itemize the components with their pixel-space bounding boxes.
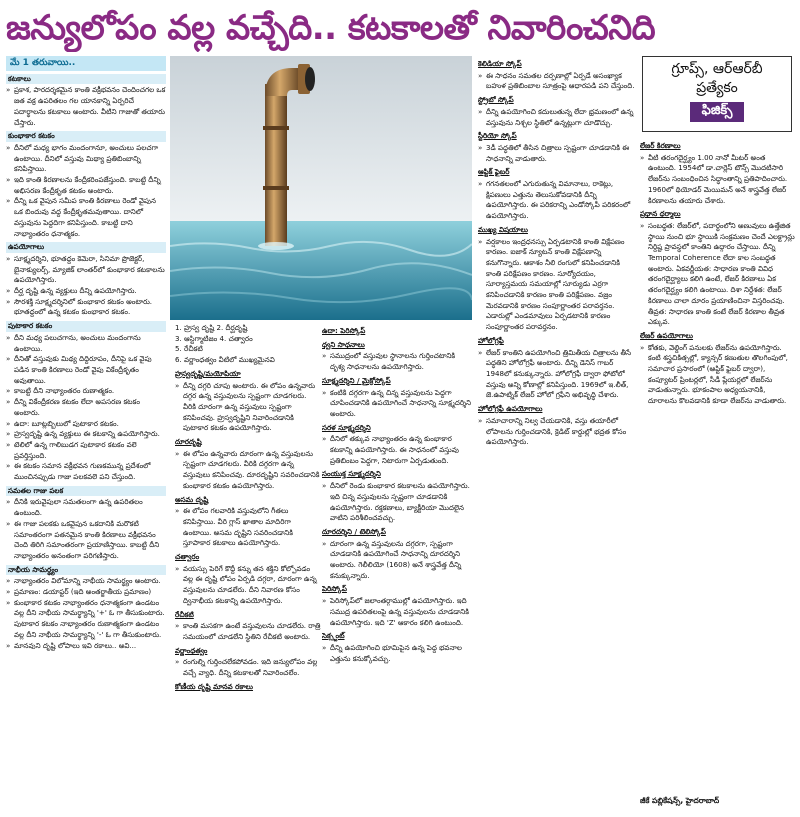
column-5-body bbox=[640, 141, 795, 407]
bullet-paragraph: » హ్రస్వదృష్టి ఉన్న వ్యక్తులు ఈ కటకాన్ని ఉపయోగిస్తారు. bbox=[6, 429, 166, 440]
bullet-paragraph: » ఈ సాధనం సమతల దర్పణాల్లో ఏర్పడే అసంఖ్యాక బహుళ ప్రతిబింబాల సూత్రంపై ఆధారపడి పని చేస్తుంది. bbox=[478, 71, 636, 92]
bullet-paragraph: » ఈ గాజు పలకకు ఒకవైపున ఒకదానికి మరొకటి సమాంతరంగా పతనమైన కాంతి కిరణాలు వక్రీభవనం చెంది తిరిగి సమాంతరంగా ప్రయాణిస్తాయి. కాబట్టి దీని నాభ్యాంతరం అనంతంగా పరిగణిస్తారు. bbox=[6, 519, 166, 562]
list-item: 3. ఆస్టిగ్మాటిజం 4. చత్వారం bbox=[175, 333, 253, 343]
bullet-paragraph: » ఉదా: బూట్లబ్బిలులో పుటాకార కటకం. bbox=[6, 419, 166, 430]
bullet-paragraph: » దీనిలో రెండు కుంభాకార కటకాలను ఉపయోగిస్తారు. ఇది చిన్న వస్తువులను స్పష్టంగా చూడడానికి ఉపయోగిస్తారు. రక్తకణాలు, బ్యాక్టీరియా మొదలైన వాటిని పరిశీలించవచ్చు. bbox=[322, 481, 472, 524]
column-3-body bbox=[322, 326, 472, 664]
bullet-paragraph: » సమాచారాన్ని నిల్వ చేయడానికి, వస్తు తయారీలో లోపాలను గుర్తించడానికి, క్రెడిట్ కార్డుల్లో భద్రత కోసం ఉపయోగిస్తారు. bbox=[478, 416, 636, 448]
section-heading: ధ్వని సాధనాలు bbox=[322, 339, 365, 349]
bullet-paragraph: » దీని మధ్య పలుచగాను, అంచులు మందంగాను ఉంటాయి. bbox=[6, 333, 166, 354]
bullet-paragraph: » కాబట్టి దీని నాభ్యాంతరం రుణాత్మకం. bbox=[6, 386, 166, 397]
bullet-paragraph: » సంబద్ధత: లేజర్‌లో, పదార్థంలోని అణువులు ఉత్తేజిత స్థాయి నుంచి భూ స్థాయికి సంక్రమణం చెందే ఎలక్ట్రాన్లు నిర్దిష్ట ప్రావస్థలో కాంతిని ఉద్గారం చేస్తాయి. దీన్ని Temporal Coherence లేదా కాల సంబద్ధత అంటారు. ఏకవర్ణీయత: సాధారణ కాంతి వివిధ తరంగదైర్ఘ్యాలు కలిగి ఉంటే, లేజర్ కిరణాలు ఏక తరంగదైర్ఘ్యం కలిగి ఉంటాయి. దిశా నిర్దేశత: లేజర్ కిరణాలు చాలా దూరం ప్రయాణించినా విస్తరించవు. తీవ్రత: సాధారణ కాంతి కంటే లేజర్ కిరణాల తీవ్రత ఎక్కువ. bbox=[640, 221, 795, 328]
bullet-paragraph: » సౌరశక్తి సూక్ష్మదర్శినిలో కుంభాకార కటకం అంటారు. భూతద్దంలో ఉన్న కటకం కుంభాకార కటకం. bbox=[6, 297, 166, 318]
eye-defects-list bbox=[175, 323, 321, 366]
section-heading: లేజర్ ఉపయోగాలు bbox=[640, 330, 694, 340]
bullet-paragraph: » దూరంగా ఉన్న వస్తువులను దగ్గరగా, స్పష్టంగా చూడడానికి ఉపయోగించే సాధనాన్ని దూరదర్శిని అంటారు. గెలీలియో (1608) అనే శాస్త్రవేత్త దీన్ని కనుక్కున్నారు. bbox=[322, 539, 472, 582]
bullet-paragraph: » వీటి తరంగదైర్ఘ్యం 1.00 నానో మీటర్ అంత ఉంటుంది. 1954లో డా.చార్లెస్ టౌన్స్ మొదటిసారి లేజర్‌ను సంబంధించిన సిద్ధాంతాన్ని ప్రతిపాదించారు. 1960లో థియోడర్ మెయిమన్ అనే శాస్త్రవేత్త లేజర్ కిరణాలను తయారు చేశారు. bbox=[640, 153, 795, 207]
section-heading: లేజర్ కిరణాలు bbox=[640, 141, 681, 150]
column-4-body bbox=[478, 59, 636, 448]
section-heading: ఉపయోగాలు bbox=[6, 242, 166, 253]
section-heading: ఆప్టిక్ ఫైబర్ bbox=[478, 167, 510, 177]
section-heading: సరళ సూక్ష్మదర్శిని bbox=[322, 422, 371, 432]
bullet-paragraph: » పెరిస్కోప్‌లో జలాంతర్గాముల్లో ఉపయోగిస్తారు. ఇది సముద్ర ఉపరితలంపై ఉన్న వస్తువులను చూడడానికి ఉపయోగిస్తారు. ఇది 'Z' ఆకారం కలిగి ఉంటుంది. bbox=[322, 596, 472, 628]
bullet-paragraph: » సూక్ష్మదర్శిని, భూతద్దం కెమెరా, సినిమా ప్రొజెక్టర్, బైనాక్యులర్స్, మ్యాజిక్ లాంతర్‌లో కుంభాకార కటకాలను ఉపయోగిస్తారు. bbox=[6, 254, 166, 286]
section-heading: రేచీకటి bbox=[175, 609, 194, 619]
bullet-paragraph: » ఇది కాంతి కిరణాలను కేంద్రీకరింపజేస్తుంది. కాబట్టి దీన్ని అభిసరణ కేంద్రీకృత కటకం అంటారు. bbox=[6, 175, 166, 196]
bullet-paragraph: » వయస్సు పెరిగే కొద్దీ కన్ను తన శక్తిని కోల్పోవడం వల్ల ఈ దృష్టి లోపం ఏర్పడి దగ్గరా, దూరంగా ఉన్న వస్తువులను చూడలేరు. దీని నివారణ కోసం ద్వినాభీయ కటకాన్ని ఉపయోగిస్తారు. bbox=[175, 564, 321, 607]
section-heading: సూక్ష్మదర్శిని / మైక్రోస్కోప్ bbox=[322, 375, 391, 385]
bullet-paragraph: » రంగుల్ని గుర్తించలేకపోవడం. ఇది జన్యులోపం వల్ల వచ్చే వ్యాధి. దీన్ని కటకాలతో నివారించలేం. bbox=[175, 657, 321, 678]
periscope-image bbox=[170, 56, 472, 320]
bullet-paragraph: » మానవుని దృష్టి లోపాలు ఇవి రకాలు.. అవి... bbox=[6, 641, 166, 652]
series-badge bbox=[642, 56, 792, 132]
bullet-paragraph: » ఈ లోపం గలవారికి వస్తువులోని గీతలు కనిపిస్తాయి. వీరి గ్లాస్ ఖాతాల మాదిరిగా ఉంటాయి. అసమ దృష్టిని సవరించడానికి స్తూపాకార కటకాలు ఉపయోగిస్తారు. bbox=[175, 506, 321, 549]
section-heading: హోలోగ్రఫీ ఉపయోగాలు bbox=[478, 404, 543, 414]
section-heading: స్ట్రోబో స్కోప్ bbox=[478, 95, 514, 105]
list-item: 1. హ్రస్వ దృష్టి 2. దీర్ఘదృష్టి bbox=[175, 323, 248, 332]
bullet-paragraph: » ఈ కటకం సమాన వక్రీభవన గుణకమున్న ప్రదేశంలో ముంచినప్పుడు గాజు పలకవలె పని చేస్తుంది. bbox=[6, 461, 166, 482]
bullet-paragraph: » నాభ్యాంతరం విలోమాన్ని నాభీయ సామర్థ్యం అంటారు. bbox=[6, 576, 166, 587]
column-3 bbox=[322, 323, 472, 811]
badge-line-1: గ్రూప్స్, ఆర్ఆర్‌బీ bbox=[671, 61, 763, 77]
bullet-paragraph: » వర్షకాలం ఇంద్రధనస్సు ఏర్పడటానికి కాంతి విక్షేపణం కారణం. ఐజాక్ న్యూటన్ కాంతి విక్షేపణాన్ని కనుగొన్నారు. ఆకాశం నీలి రంగులో కనిపించడానికి కాంతి పరిక్షేపణం కారణం. సూర్యోదయం, సూర్యాస్తమయ సమయాల్లో సూర్యుడు ఎర్రగా కనిపించడానికి కారణం కాంతి పరిక్షేపణం. వజ్రం మెరవడానికి కారణం సంపూర్ణాంతర పరావర్తనం. ఎడారుల్లో ఎండమావులు ఏర్పడటానికి కారణం సంపూర్ణాంతర పరావర్తనం. bbox=[478, 237, 636, 333]
bullet-paragraph: » దీర్ఘ దృష్టి ఉన్న వ్యక్తులు దీన్ని ఉపయోగిస్తారు. bbox=[6, 286, 166, 297]
column-4 bbox=[478, 56, 636, 811]
bullet-paragraph: » దీనికి ఇరువైపులా సమతలంగా ఉన్న ఉపరితలం ఉంటుంది. bbox=[6, 497, 166, 518]
bullet-paragraph: » ప్రమాణం: డయాప్టర్ (ఇది అంతర్జాతీయ ప్రమాణం) bbox=[6, 587, 166, 598]
section-heading: చత్వారం bbox=[175, 552, 200, 562]
bullet-paragraph: » కోతకు, వెల్డింగ్ పనులకు లేజర్‌ను ఉపయోగిస్తారు. కంటి శస్త్రచికిత్సల్లో, క్యాన్సర్ కణుతుల తొలగింపులో, సమాచార ప్రసారంలో (ఆప్టిక్ ఫైబర్ ద్వారా), కంప్యూటర్ ప్రింటర్లలో, సీడీ ప్లేయర్లలో లేజర్‌ను వాడుతున్నారు. భూకంపాల అధ్యయనానికి, దూరాలను కొలవడానికి కూడా లేజర్‌ను వాడుతారు. bbox=[640, 343, 795, 407]
section-heading: పుటాకార కటకం bbox=[6, 321, 166, 332]
section-heading: హ్రస్వదృష్టి/మయోపియా bbox=[175, 368, 241, 378]
list-item: 5. రేచీకటి bbox=[175, 344, 203, 354]
bullet-paragraph: » గగనతలంలో ఎగురుతున్న విమానాలు, రాకెట్లు, క్షిపణులు ఎత్తును తెలుసుకోవడానికి దీన్ని ఉపయోగిస్తారు. ఈ పరికరాన్ని ఎండోస్కోపీ పరికరంలో ఉపయోగిస్తారు. bbox=[478, 179, 636, 222]
section-heading: ప్రధాన ధర్మాలు bbox=[640, 209, 681, 219]
bullet-paragraph: » 3డీ పద్ధతిలో తీసిన చిత్రాలు స్పష్టంగా చూడడానికి ఈ సాధనాన్ని వాడుతారు. bbox=[478, 143, 636, 164]
list-item: 6. వర్ణాంధత్వం వీటిలో ముఖ్యమైనవి bbox=[175, 355, 275, 365]
periscope-photo bbox=[170, 56, 472, 320]
bullet-paragraph: » దీనితో వస్తువుకు మిథ్య దిద్దిరూపం, దీనిపై ఒక వైపు పడిన కాంతి కిరణాలు రెండో వైపు వికేంద్రీకృతం అవుతాయి. bbox=[6, 354, 166, 386]
section-heading: నాభీయ సామర్థ్యం bbox=[6, 565, 166, 576]
bullet-paragraph: » ఈ లోపం ఉన్నవారు దూరంగా ఉన్న వస్తువులను స్పష్టంగా చూడగలరు. వీరికి దగ్గరగా ఉన్న వస్తువులు కనిపించవు. దూరదృష్టిని సవరించడానికి కుంభాకార కటకం ఉపయోగిస్తారు. bbox=[175, 449, 321, 492]
section-heading: ఉదా: పెరిస్కోప్ bbox=[322, 326, 366, 335]
section-heading: కుంభాకార కటకం bbox=[6, 131, 166, 142]
section-heading: హోలోగ్రఫీ bbox=[478, 335, 504, 345]
badge-topic: ఫిజిక్స్ bbox=[690, 102, 745, 122]
bullet-paragraph: » దీన్ని ఉపయోగించి భూమిపైన ఉన్న పెద్ద భవనాల ఎత్తును కనుక్కోవచ్చు. bbox=[322, 643, 472, 664]
section-heading: సంయుక్త సూక్ష్మదర్శిని bbox=[322, 469, 381, 479]
bullet-paragraph: » లేజర్ కాంతిని ఉపయోగించి త్రిమితీయ చిత్రాలను తీసే పద్ధతిని హోలోగ్రఫీ అంటారు. దీన్ని డెనిస్ గాబర్ 1948లో కనుక్కున్నారు. హోలోగ్రఫీ ద్వారా ఫోటోలో వస్తువు అన్ని కోణాల్లో కనిపిస్తుంది. 1969లో ఇ.లీత్, జె.ఉపాట్నిక్ లేజర్ హోలో గ్రఫీని అభివృద్ధి చేశారు. bbox=[478, 348, 636, 402]
bullet-paragraph: » టెలిలో ఉన్న గాలిబుడగ పుటాకార కటకం వలె ప్రవర్తిస్తుంది. bbox=[6, 440, 166, 461]
bullet-paragraph: » దీన్ని ఒక వైపున సమీప కాంతి కిరణాలు రెండో వైపున ఒక బిందువు వద్ద కేంద్రీకృతమవుతాయి. దానిలో వస్తువును పెద్దదిగా కనిపిస్తుంది. కాబట్టి దాని నాభ్యాంతరం ధనాత్మకం. bbox=[6, 196, 166, 239]
headline: జన్యులోపం వల్ల వచ్చేది.. కటకాలతో నివారించనిది bbox=[6, 8, 656, 48]
bullet-paragraph: » దీన్ని ఉపయోగించి కదులుతున్న లేదా భ్రమణంలో ఉన్న వస్తువును నిశ్చల స్థితిలో ఉన్నట్లుగా చూడొచ్చు. bbox=[478, 107, 636, 128]
bullet-paragraph: » దీన్ని వికేంద్రీకరణ కటకం లేదా అపసరణ కటకం అంటారు. bbox=[6, 397, 166, 418]
section-heading: వర్ణాంధత్వం bbox=[175, 645, 208, 655]
section-heading: కెలిడియా స్కోప్ bbox=[478, 59, 522, 68]
section-heading: సమతల గాజు పలక bbox=[6, 486, 166, 497]
bullet-paragraph: » కాంతి మసకగా ఉంటే వస్తువులను చూడలేరు. రాత్రి సమయంలో చూడలేని స్థితిని రేచీకటి అంటారు. bbox=[175, 621, 321, 642]
bullet-paragraph: » సముద్రంలో వస్తువుల స్థానాలను గుర్తించటానికి దృశ్య సాధనాలను ఉపయోగిస్తారు. bbox=[322, 351, 472, 372]
bullet-paragraph: » దీనిలో మధ్య భాగం మందంగానూ, అంచులు పలచగా ఉంటాయి. దీనిలో వస్తువు మిథ్యా ప్రతిబింబాన్ని కనిపిస్తాయి. bbox=[6, 143, 166, 175]
column-5 bbox=[640, 138, 795, 811]
bullet-paragraph: » కంటికి దగ్గరగా ఉన్న చిన్న వస్తువులను పెద్దగా చూపించడానికి ఉపయోగించే సాధనాన్ని సూక్ష్మదర్శిని అంటారు. bbox=[322, 388, 472, 420]
section-heading: అసమ దృష్టి bbox=[175, 494, 209, 504]
column-1 bbox=[6, 56, 166, 811]
section-heading: పెరిస్కోప్ bbox=[322, 584, 347, 594]
column-2 bbox=[175, 323, 321, 811]
column-2-body bbox=[175, 369, 321, 693]
bullet-paragraph: » ప్రకాశ, పారదర్శకమైన కాంతి వక్రీభవనం చెందించగల ఒక జత వక్ర ఉపరితలం గల యానకాన్ని ఏర్పరిచే పదార్థాలను కటకాలు అంటారు. వీటిని గాజుతో తయారు చేస్తారు. bbox=[6, 85, 166, 128]
publisher-credit: జీకే పబ్లికేషన్స్, హైదరాబాద్ bbox=[640, 796, 720, 805]
section-heading: స్టీరియో స్కోప్ bbox=[478, 131, 517, 141]
section-heading: కటకాలు bbox=[6, 74, 166, 85]
section-heading: దూరదర్శిని / టెలిస్కోప్ bbox=[322, 526, 386, 536]
continued-banner: మే 1 తరువాయి.. bbox=[6, 56, 166, 71]
badge-line-2: ప్రత్యేకం bbox=[696, 80, 738, 96]
bullet-paragraph: » దీనిలో తక్కువ నాభ్యాంతరం ఉన్న కుంభాకార కటకాన్ని ఉపయోగిస్తారు. ఈ సాధనంలో వస్తువు ప్రతిబింబం పెద్దగా, నిటారుగా ఏర్పడుతుంది. bbox=[322, 434, 472, 466]
bullet-paragraph: » దీన్ని దగ్గరి చూపు అంటారు. ఈ లోపం ఉన్నవారు దగ్గర ఉన్న వస్తువులను స్పష్టంగా చూడగలరు. వీరికి దూరంగా ఉన్న వస్తువులు స్పష్టంగా కనిపించవు. హ్రస్వదృష్టిని నివారించడానికి పుటాకార కటకం ఉపయోగిస్తారు. bbox=[175, 381, 321, 435]
section-heading: దూరదృష్టి bbox=[175, 437, 202, 447]
column-1-body bbox=[6, 74, 166, 652]
section-heading: కోణీయ దృష్టి మానవ రకాలు bbox=[175, 681, 254, 691]
bullet-paragraph: » కుంభాకార కటకం నాభ్యాంతరం ధనాత్మకంగా ఉండటం వల్ల దీని నాభీయ సామర్థ్యాన్ని '+' ఓ గా తీసుకుంటారు. పుటాకార కటకం నాభ్యాంతరం రుణాత్మకంగా ఉండటం వల్ల దీని నాభీయ సామర్థ్యాన్ని '-' ఓ గా తీసుకుంటారు. bbox=[6, 598, 166, 641]
section-heading: ముఖ్య విషయాలు bbox=[478, 224, 528, 234]
section-heading: సెక్స్టంట్ bbox=[322, 631, 345, 641]
